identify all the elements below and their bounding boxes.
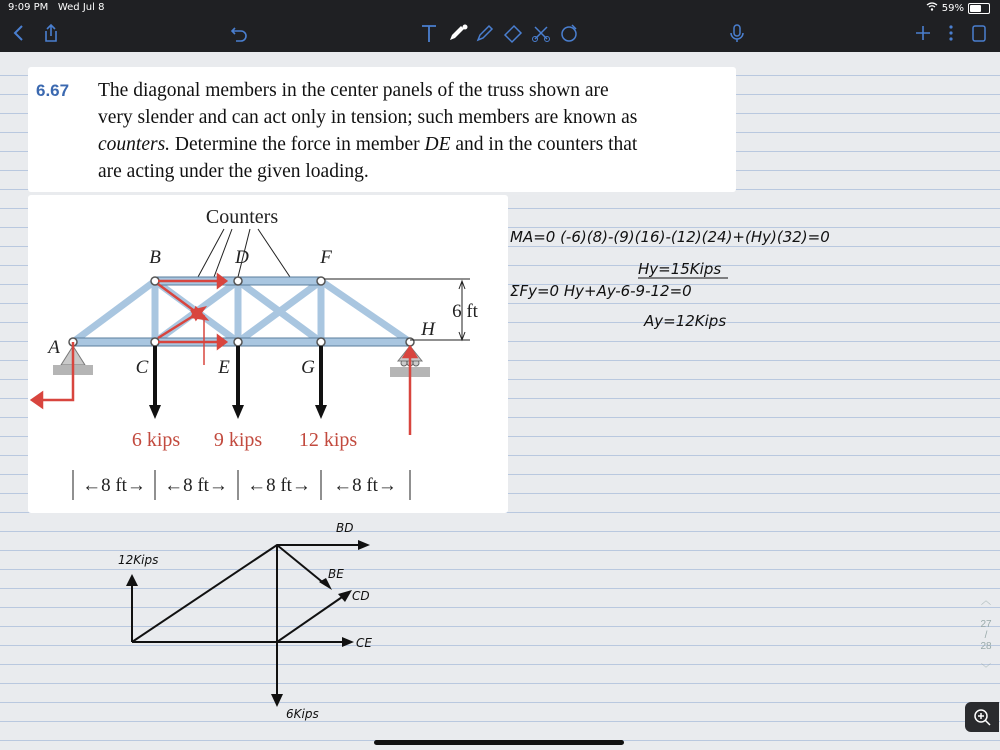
problem-text: [98, 77, 726, 185]
load-label-1: 6 kips: [131, 429, 181, 451]
page-divider: /: [984, 630, 988, 641]
result-ay: Ay=12Kips: [644, 312, 727, 330]
result-hy: Hy=15Kips: [638, 260, 722, 278]
label-b: B: [149, 247, 161, 268]
undo-icon[interactable]: [228, 22, 250, 44]
fbd-label-bottom: 6Kips: [286, 707, 319, 721]
lasso-icon[interactable]: [530, 22, 552, 44]
equation-sum-fy: ΣFy=0 Hy+Ay-6-9-12=0: [510, 282, 692, 300]
spacing-2: ←8 ft→: [164, 475, 228, 496]
spacing-3: ←8 ft→: [247, 475, 311, 496]
fbd-label-be: BE: [328, 567, 344, 581]
problem-card: [28, 67, 736, 192]
eraser-icon[interactable]: [502, 22, 524, 44]
handwritten-equations: [500, 212, 880, 342]
share-icon[interactable]: [40, 22, 62, 44]
page-up-icon[interactable]: ︿: [981, 596, 991, 607]
status-time-date: [8, 2, 104, 13]
spacing-4: ←8 ft→: [333, 475, 397, 496]
status-right: [926, 2, 990, 14]
load-label-2: 9 kips: [213, 429, 263, 451]
problem-line-1: The diagonal members in the center panels of the truss shown are: [98, 80, 609, 101]
battery-icon: [968, 3, 990, 14]
page-down-icon[interactable]: ﹀: [981, 664, 991, 675]
status-date: Wed Jul 8: [57, 2, 105, 13]
fbd-label-ce: CE: [356, 636, 372, 650]
page-total: 28: [980, 641, 992, 652]
label-a: A: [48, 337, 60, 358]
wifi-icon: [926, 2, 938, 14]
back-chevron-icon[interactable]: [8, 22, 30, 44]
top-bar: [0, 0, 1000, 52]
fbd-label-left: 12Kips: [118, 553, 159, 567]
problem-number: 6.67: [36, 81, 70, 100]
label-d: D: [235, 247, 249, 268]
label-f: F: [320, 247, 332, 268]
truss-figure: [28, 195, 508, 513]
notebook-page[interactable]: [0, 52, 1000, 750]
zoom-button[interactable]: [965, 702, 999, 732]
pages-icon[interactable]: [968, 22, 990, 44]
figure-title: Counters: [205, 206, 279, 228]
label-h: H: [421, 319, 435, 340]
label-g: G: [301, 357, 315, 378]
page-navigator[interactable]: [972, 592, 1000, 675]
shapes-icon[interactable]: [558, 22, 580, 44]
free-body-sketch: [100, 512, 420, 732]
battery-percent: 59%: [941, 2, 964, 14]
truss-members: [73, 281, 410, 342]
problem-member-de: DE: [424, 134, 451, 155]
spacing-1: ←8 ft→: [82, 475, 146, 496]
pen-icon[interactable]: [446, 22, 468, 44]
text-tool-icon[interactable]: [418, 22, 440, 44]
more-icon[interactable]: [940, 22, 962, 44]
equation-moment: MA=0 (-6)(8)-(9)(16)-(12)(24)+(Hy)(32)=0: [510, 228, 830, 246]
fbd-label-bd: BD: [336, 521, 354, 535]
load-label-3: 12 kips: [298, 429, 358, 451]
zoom-in-icon: [965, 702, 999, 732]
home-indicator[interactable]: [374, 740, 624, 745]
fbd-label-cd: CD: [352, 589, 370, 603]
mic-icon[interactable]: [726, 22, 748, 44]
add-icon[interactable]: [912, 22, 934, 44]
label-e: E: [218, 357, 230, 378]
problem-line-2: very slender and can act only in tension; such members are known as: [98, 107, 638, 128]
highlighter-icon[interactable]: [474, 22, 496, 44]
status-time: 9:09 PM: [8, 2, 49, 13]
page-current: 27: [980, 619, 992, 630]
problem-line-3-italic: counters.: [98, 134, 171, 155]
problem-line-4: are acting under the given loading.: [98, 161, 369, 182]
problem-line-3: counters. Determine the force in member DE and in the counters that: [98, 134, 638, 155]
label-c: C: [135, 357, 149, 378]
height-label: 6 ft: [452, 301, 478, 322]
